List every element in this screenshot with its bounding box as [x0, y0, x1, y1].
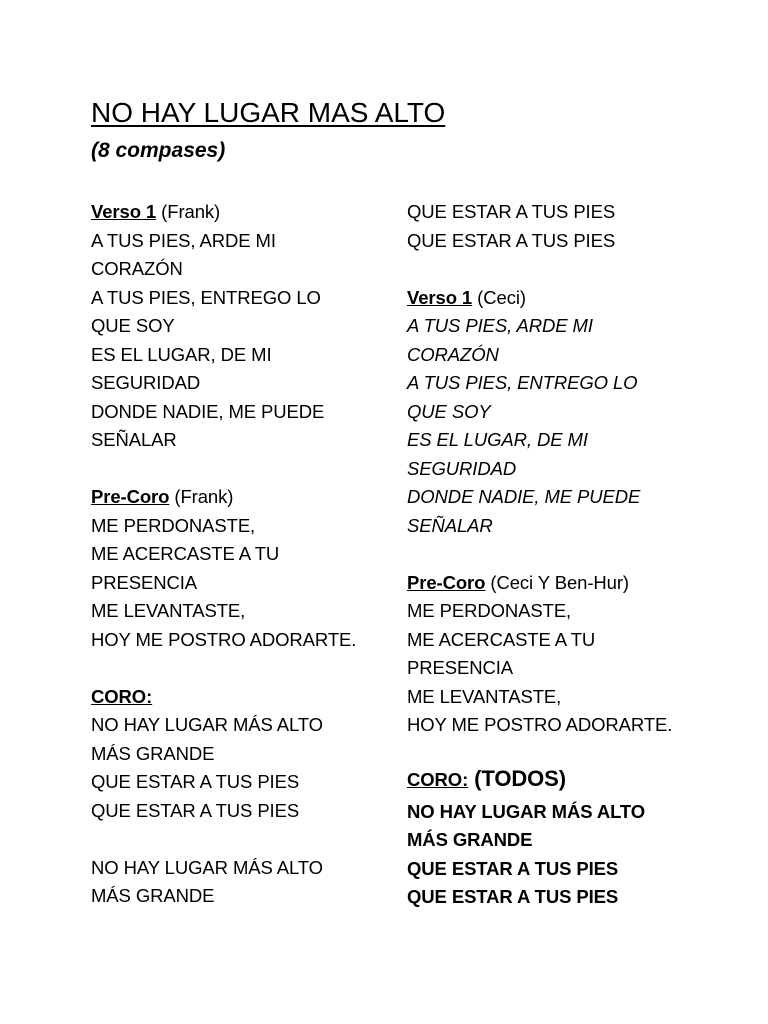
singer-name: (Ceci Y Ben-Hur) — [485, 571, 629, 593]
stanza-gap — [407, 255, 707, 284]
lyric-line: A TUS PIES, ENTREGO LO — [91, 286, 321, 308]
section-label: Pre-Coro — [91, 486, 170, 507]
section-label: Pre-Coro — [407, 571, 486, 593]
lyric-line: QUE ESTAR A TUS PIES — [407, 857, 619, 879]
lyric-line: PRESENCIA — [407, 657, 514, 678]
lyric-line: QUE SOY — [91, 315, 175, 336]
section-label: CORO: — [91, 685, 153, 707]
lyric-line: QUE ESTAR A TUS PIES — [407, 201, 616, 222]
lyric-line: MÁS GRANDE — [91, 742, 215, 764]
lyric-line: SEÑALAR — [91, 429, 177, 450]
section-label: CORO: — [407, 768, 469, 790]
lyric-line: A TUS PIES, ARDE MI — [407, 315, 593, 336]
section-label: Verso 1 — [407, 286, 473, 308]
lyric-line: ME LEVANTASTE, — [91, 600, 246, 621]
singer-name: (Frank) — [169, 486, 234, 507]
left-column — [91, 198, 381, 911]
song-subtitle: (8 compases) — [91, 139, 226, 162]
stanza-gap — [91, 455, 381, 484]
lyric-line: QUE ESTAR A TUS PIES — [91, 799, 300, 821]
stanza-gap — [91, 654, 381, 683]
lyric-line: NO HAY LUGAR MÁS ALTO — [407, 800, 646, 822]
precoro-heading-ceci-ben-hur — [407, 569, 707, 598]
lyric-line: SEÑALAR — [407, 514, 493, 536]
verse-1-heading-frank — [91, 198, 381, 227]
lyric-line: ME ACERCASTE A TU — [407, 628, 596, 650]
lyric-line: ME PERDONASTE, — [91, 514, 256, 536]
coro-heading-todos — [407, 760, 707, 798]
singer-name: (TODOS) — [468, 765, 566, 791]
lyric-line: CORAZÓN — [91, 258, 183, 279]
lyric-line: ES EL LUGAR, DE MI — [407, 429, 588, 450]
lyric-line: ME PERDONASTE, — [407, 600, 572, 621]
lyric-line: A TUS PIES, ARDE MI — [91, 229, 276, 251]
lyric-line: ME LEVANTASTE, — [407, 685, 562, 707]
lyric-line: QUE ESTAR A TUS PIES — [91, 771, 300, 792]
stanza-gap — [91, 825, 381, 854]
precoro-heading-frank — [91, 483, 381, 512]
lyric-line: MÁS GRANDE — [407, 829, 533, 850]
lyric-line: A TUS PIES, ENTREGO LO — [407, 372, 638, 393]
stanza-gap — [407, 740, 707, 760]
lyric-line: ES EL LUGAR, DE MI — [91, 343, 272, 365]
lyric-line: PRESENCIA — [91, 571, 198, 593]
lyric-line: SEGURIDAD — [407, 457, 517, 479]
lyric-line: NO HAY LUGAR MÁS ALTO — [91, 856, 323, 878]
right-column — [407, 198, 707, 912]
singer-name: (Ceci) — [472, 286, 526, 308]
lyric-line: QUE ESTAR A TUS PIES — [407, 229, 616, 251]
lyric-line: SEGURIDAD — [91, 372, 201, 393]
song-title: NO HAY LUGAR MAS ALTO — [91, 97, 446, 128]
stanza-gap — [407, 540, 707, 569]
lyric-line: ME ACERCASTE A TU — [91, 543, 280, 564]
singer-name: (Frank) — [156, 201, 221, 222]
lyric-line: NO HAY LUGAR MÁS ALTO — [91, 714, 323, 735]
section-label: Verso 1 — [91, 201, 157, 222]
lyric-line: QUE SOY — [407, 400, 491, 422]
lyric-line: HOY ME POSTRO ADORARTE. — [407, 714, 673, 735]
lyric-line: QUE ESTAR A TUS PIES — [407, 886, 619, 907]
lyric-line: CORAZÓN — [407, 343, 499, 365]
lyric-line: DONDE NADIE, ME PUEDE — [91, 400, 325, 422]
lyric-line: MÁS GRANDE — [91, 885, 215, 906]
verse-1-heading-ceci — [407, 284, 707, 313]
lyric-line: HOY ME POSTRO ADORARTE. — [91, 628, 357, 650]
coro-heading — [91, 683, 381, 712]
lyric-line: DONDE NADIE, ME PUEDE — [407, 486, 641, 507]
